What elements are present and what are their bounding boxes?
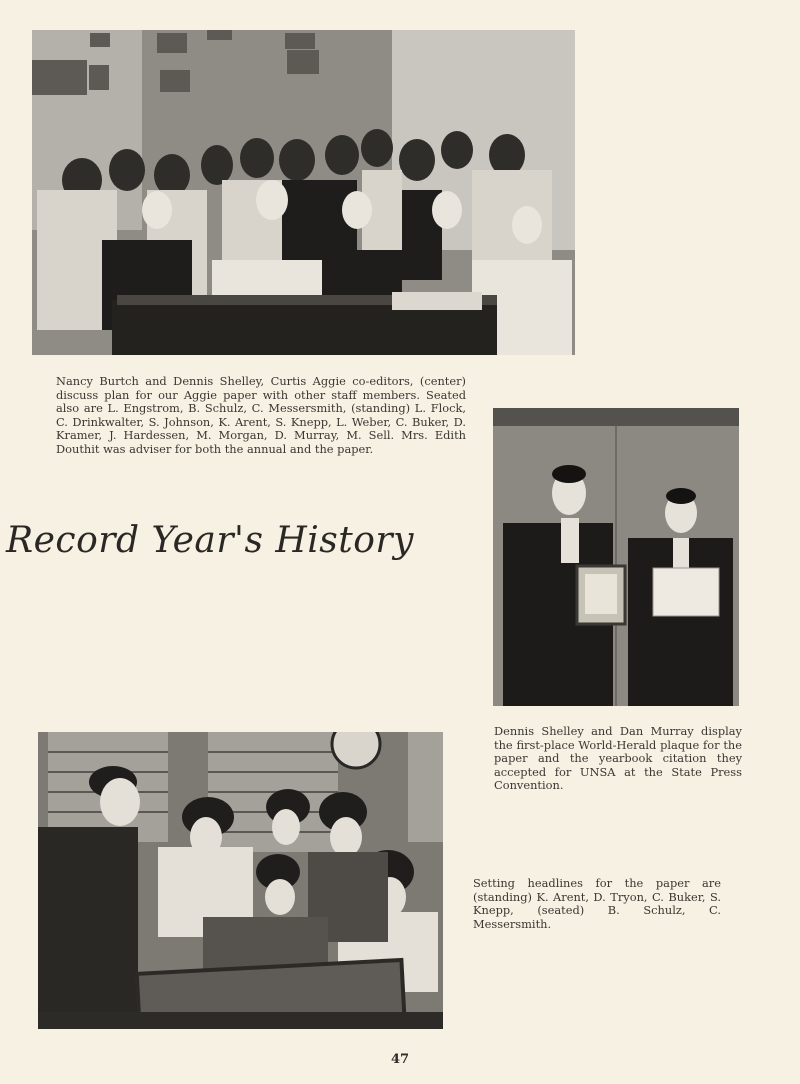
page-number: 47	[390, 1052, 410, 1067]
page-heading: Record Year's History	[6, 520, 414, 561]
award-photo-caption: Dennis Shelley and Dan Murray display the first-place World-Herald plaque for the paper and the yearbook citation they accepted for UNSA at the State Press Convention.	[494, 724, 742, 793]
staff-group-photo	[32, 30, 575, 355]
headline-setting-photo	[38, 732, 443, 1029]
award-photo-art	[493, 408, 739, 706]
headline-photo-caption: Setting headlines for the paper are (standing) K. Arent, D. Tryon, C. Buker, S. Knepp, (seated) B. Schulz, C. Messersmith.	[473, 876, 721, 931]
staff-group-photo-art	[32, 30, 575, 355]
staff-photo-caption: Nancy Burtch and Dennis Shelley, Curtis Aggie co-editors, (center) discuss plan for our Aggie paper with other staff members. Seated also are L. Engstrom, B. Schulz, C. Messersmith, (standing) L. Flock, C. Drinkwalter, S. Johnson, K. Arent, S. Knepp, L. Weber, C. Buker, D. Kramer, J. Hardessen, M. Morgan, D. Murray, M. Sell. Mrs. Edith Douthit was adviser for both the annual and the paper.	[56, 374, 466, 456]
award-photo	[493, 408, 739, 706]
headline-setting-photo-art	[38, 732, 443, 1029]
